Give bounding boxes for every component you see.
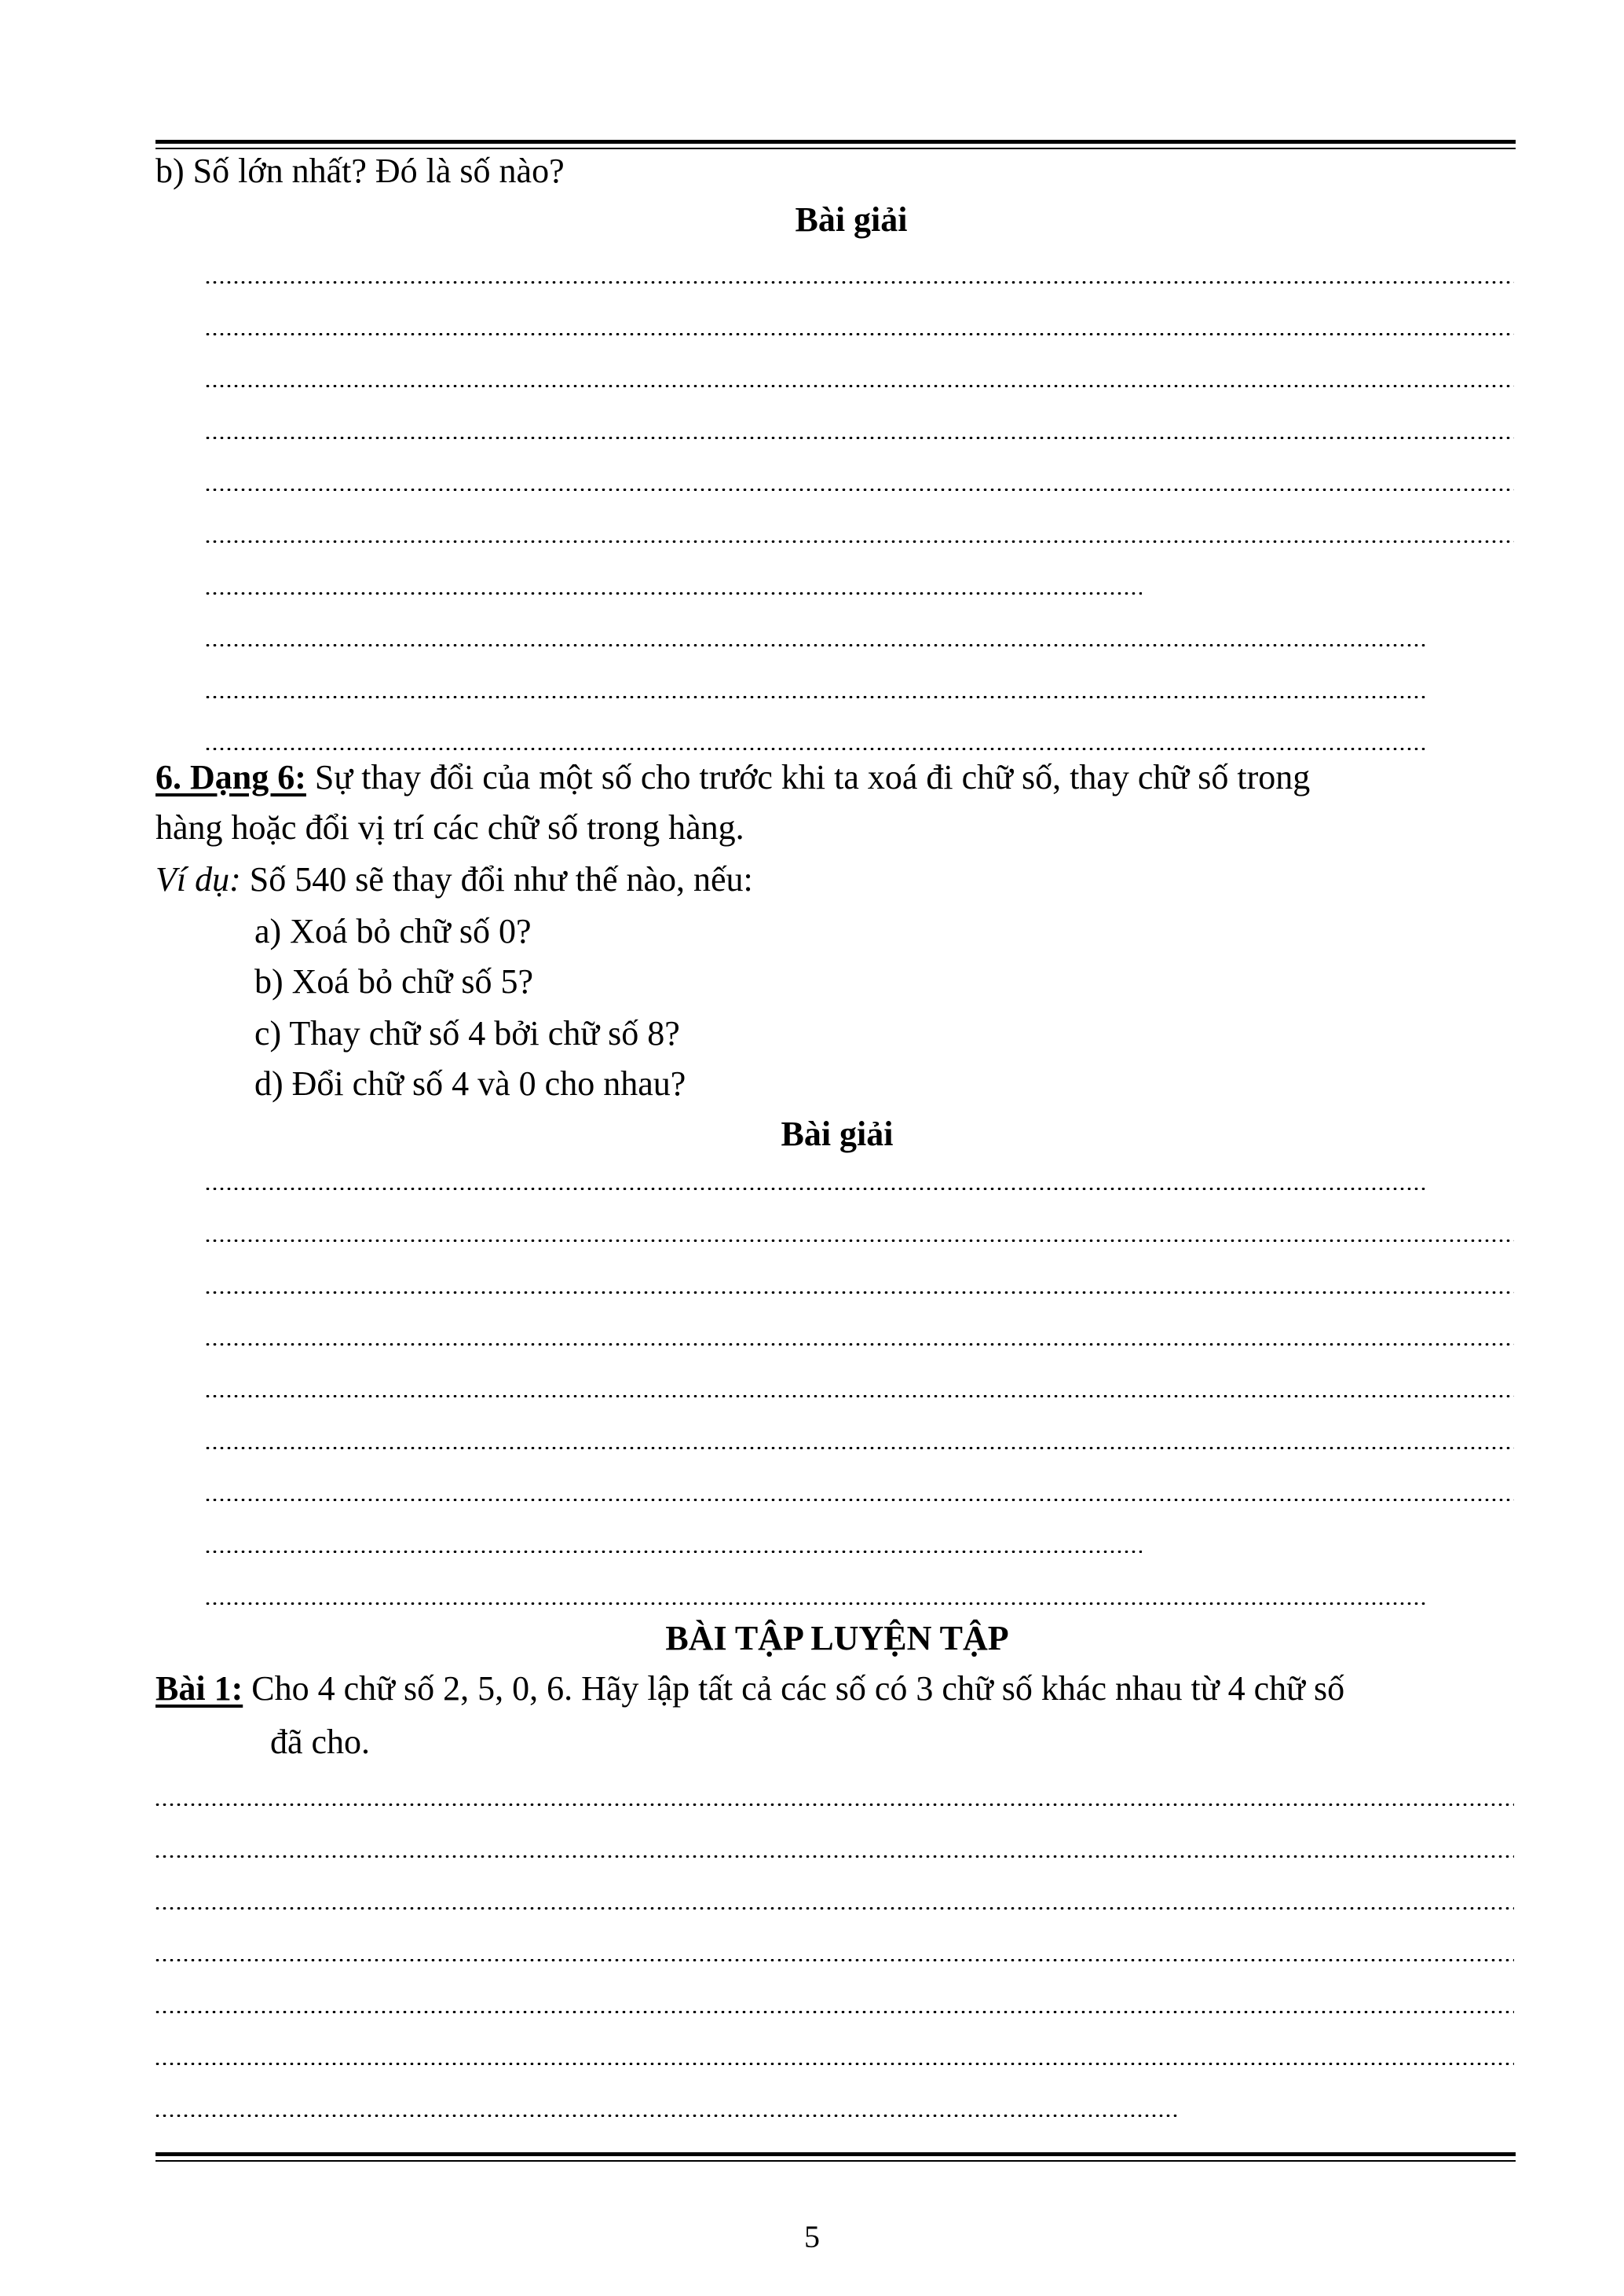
footer-rule xyxy=(155,2152,1516,2162)
answer-line xyxy=(206,1395,1514,1397)
dang6-paragraph-line1 xyxy=(155,760,1310,795)
option-a: a) Xoá bỏ chữ số 0? xyxy=(254,912,532,950)
solution-heading: Bài giải xyxy=(781,1115,894,1153)
answer-line xyxy=(206,1240,1514,1242)
dang6-label: 6. Dạng 6: xyxy=(155,758,306,796)
answer-line xyxy=(155,1907,1514,1910)
answer-line xyxy=(206,333,1514,335)
example-text: Số 540 sẽ thay đổi như thế nào, nếu: xyxy=(240,860,753,899)
answer-line xyxy=(206,489,1514,491)
answer-line xyxy=(155,2011,1514,2013)
answer-line xyxy=(206,1551,1142,1553)
answer-line xyxy=(206,281,1514,284)
answer-line xyxy=(155,2115,1180,2117)
answer-line xyxy=(206,1188,1428,1190)
example-line xyxy=(155,862,753,897)
bai1-line1 xyxy=(155,1669,1345,1708)
solution-heading: Bài giải xyxy=(795,200,908,239)
example-label: Ví dụ: xyxy=(155,860,241,899)
bai1-line2: đã cho. xyxy=(270,1723,371,1761)
page-number: 5 xyxy=(804,2219,820,2254)
answer-line xyxy=(155,2063,1514,2065)
answer-line xyxy=(155,1855,1514,1858)
answer-line xyxy=(206,696,1428,698)
answer-line xyxy=(206,644,1428,646)
answer-line xyxy=(155,1803,1514,1806)
header-rule xyxy=(155,140,1516,149)
answer-line xyxy=(155,1959,1514,1961)
answer-line xyxy=(206,1291,1514,1294)
dang6-paragraph-line2: hàng hoặc đổi vị trí các chữ số trong hàng. xyxy=(155,808,744,847)
answer-line xyxy=(206,1447,1514,1449)
bai1-label: Bài 1: xyxy=(155,1669,243,1708)
answer-line xyxy=(206,592,1142,595)
option-c: c) Thay chữ số 4 bởi chữ số 8? xyxy=(254,1014,680,1053)
dang6-text: Sự thay đổi của một số cho trước khi ta xoá đi chữ số, thay chữ số trong xyxy=(305,758,1311,796)
answer-line xyxy=(206,540,1514,543)
answer-line xyxy=(206,1343,1514,1346)
answer-line xyxy=(206,1499,1514,1501)
answer-line xyxy=(206,748,1428,750)
bai1-text: Cho 4 chữ số 2, 5, 0, 6. Hãy lập tất cả các số có 3 chữ số khác nhau từ 4 chữ số xyxy=(243,1669,1345,1708)
option-b: b) Xoá bỏ chữ số 5? xyxy=(254,962,533,1001)
answer-line xyxy=(206,385,1514,387)
answer-line xyxy=(206,437,1514,439)
option-d: d) Đổi chữ số 4 và 0 cho nhau? xyxy=(254,1064,686,1103)
part-b-question: b) Số lớn nhất? Đó là số nào? xyxy=(155,152,565,190)
answer-line xyxy=(206,1602,1428,1605)
practice-heading: BÀI TẬP LUYỆN TẬP xyxy=(665,1619,1009,1657)
